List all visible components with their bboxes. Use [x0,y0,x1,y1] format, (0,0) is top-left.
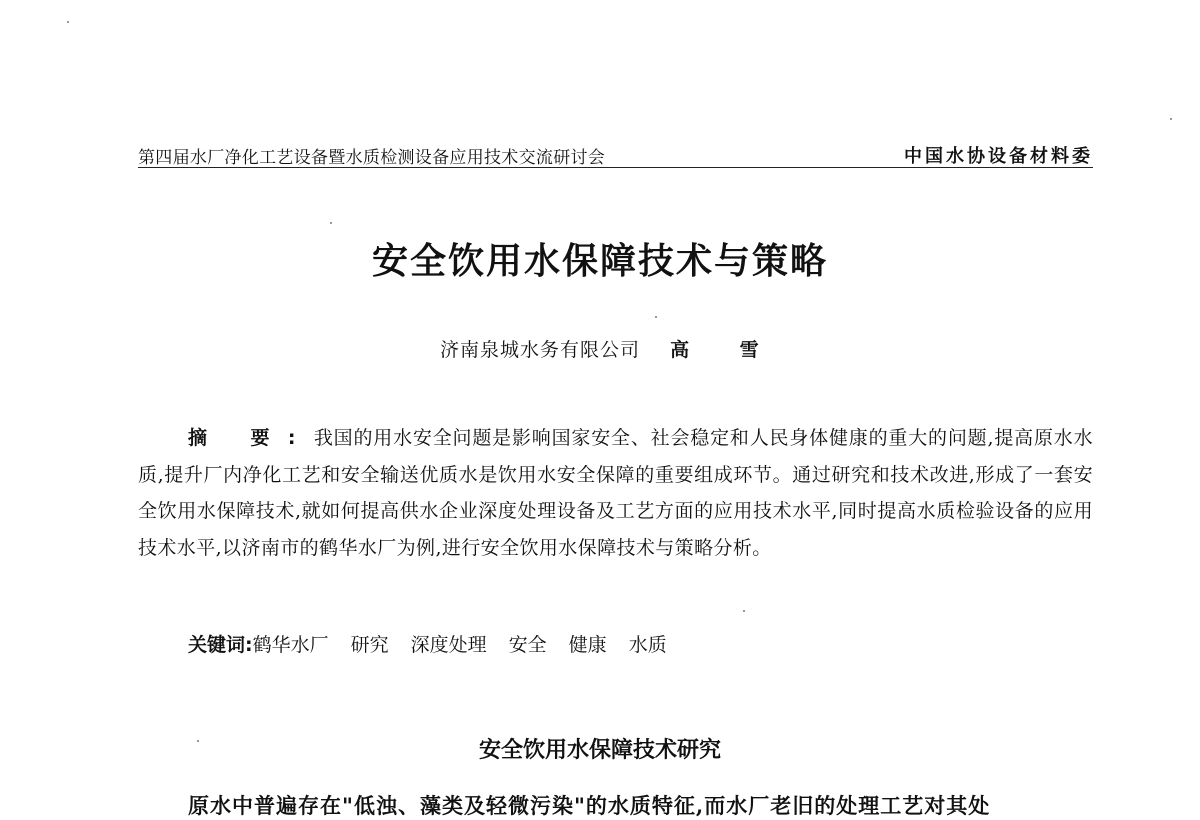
scan-speck [1170,118,1172,120]
keyword: 研究 [350,634,389,656]
abstract-text: 我国的用水安全问题是影响国家安全、社会稳定和人民身体健康的重大的问题,提高原水水质,提升厂内净化工艺和安全输送优质水是饮用水安全保障的重要组成环节。通过研究和技术改进,形成了一套安全饮用水保障技术,就如何提高供水企业深度处理设备及工艺方面的应用技术水平,同时提高水质检验设备的应用技术水平,以济南市的鹤华水厂为例,进行安全饮用水保障技术与策略分析。 [138,427,1093,559]
abstract [138,420,1093,566]
section-heading: 安全饮用水保障技术研究 [478,738,721,763]
keyword: 安全 [508,634,547,656]
paper-title: 安全饮用水保障技术与策略 [371,241,828,282]
scan-speck [655,316,657,318]
keyword: 鹤华水厂 [252,634,329,656]
scan-speck [330,222,332,224]
keyword: 深度处理 [410,634,487,656]
running-header [138,143,1093,169]
author-name: 高 雪 [670,339,781,361]
keyword: 水质 [628,634,667,656]
keywords [188,630,689,657]
scan-speck [743,610,745,612]
author-organization: 济南泉城水务有限公司 [440,339,641,361]
keywords-label: 关键词: [188,634,253,656]
conference-name: 第四届水厂净化工艺设备暨水质检测设备应用技术交流研讨会 [138,148,606,168]
organizer-name: 中国水协设备材料委 [904,146,1093,167]
header-rule [138,167,1093,168]
scan-speck [197,740,199,742]
abstract-label: 摘 要: [188,427,314,449]
keyword: 健康 [568,634,607,656]
scan-speck [67,21,69,23]
byline [440,335,781,362]
body-text-line: 原水中普遍存在"低浊、藻类及轻微污染"的水质特征,而水厂老旧的处理工艺对其处 [188,793,991,818]
